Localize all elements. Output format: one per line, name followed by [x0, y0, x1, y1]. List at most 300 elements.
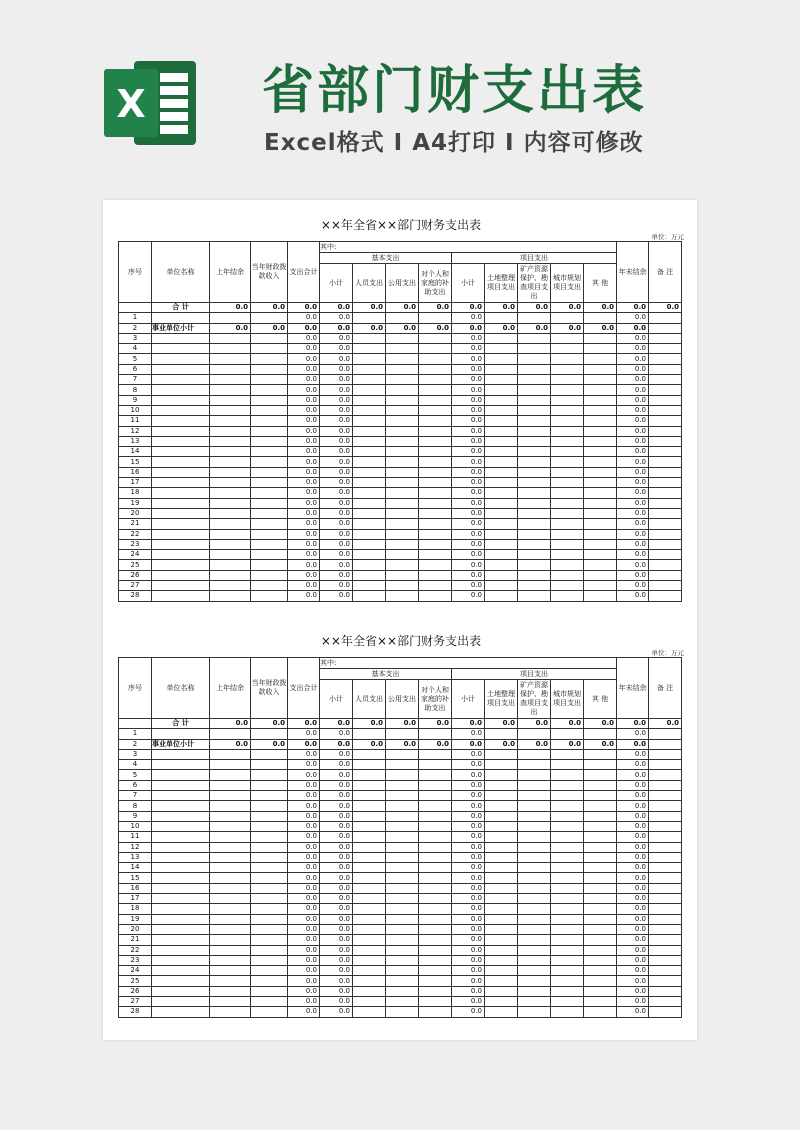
cell-unit-name[interactable]: [152, 519, 210, 529]
cell-value[interactable]: [251, 966, 288, 976]
cell-value[interactable]: [485, 550, 518, 560]
cell-remark[interactable]: [649, 832, 682, 842]
cell-value[interactable]: [353, 457, 386, 467]
cell-total-expense[interactable]: 0.0: [288, 529, 320, 539]
cell-seq[interactable]: 1: [119, 313, 152, 323]
cell-value[interactable]: [419, 364, 452, 374]
cell-value[interactable]: [386, 385, 419, 395]
cell-value[interactable]: [386, 354, 419, 364]
cell-seq[interactable]: 12: [119, 842, 152, 852]
header-other[interactable]: 其 他: [584, 680, 617, 719]
cell-project-subtotal[interactable]: 0.0: [452, 498, 485, 508]
cell-remark[interactable]: [649, 821, 682, 831]
cell-value[interactable]: [518, 498, 551, 508]
cell-year-end-balance[interactable]: 0.0: [617, 997, 649, 1007]
cell-value[interactable]: [251, 924, 288, 934]
cell-unit-name[interactable]: [152, 801, 210, 811]
cell-value[interactable]: [251, 729, 288, 739]
cell-seq[interactable]: 16: [119, 467, 152, 477]
cell-value[interactable]: [353, 354, 386, 364]
cell-project-subtotal[interactable]: 0.0: [452, 313, 485, 323]
cell-value[interactable]: [518, 760, 551, 770]
cell-value[interactable]: [518, 313, 551, 323]
cell-project-subtotal[interactable]: 0.0: [452, 426, 485, 436]
cell-value[interactable]: 0.0: [551, 719, 584, 729]
cell-value[interactable]: [386, 821, 419, 831]
cell-value[interactable]: [419, 997, 452, 1007]
cell-value[interactable]: 0.0: [617, 303, 649, 313]
cell-basic-subtotal[interactable]: 0.0: [320, 313, 353, 323]
cell-seq[interactable]: 24: [119, 550, 152, 560]
cell-year-end-balance[interactable]: 0.0: [617, 1007, 649, 1017]
cell-seq[interactable]: 11: [119, 832, 152, 842]
cell-value[interactable]: [551, 935, 584, 945]
cell-value[interactable]: [251, 811, 288, 821]
cell-value[interactable]: [353, 842, 386, 852]
cell-value[interactable]: [518, 801, 551, 811]
cell-value[interactable]: [551, 560, 584, 570]
cell-unit-name[interactable]: [152, 457, 210, 467]
cell-basic-subtotal[interactable]: 0.0: [320, 955, 353, 965]
cell-value[interactable]: [419, 791, 452, 801]
cell-value[interactable]: [485, 749, 518, 759]
cell-value[interactable]: 0.0: [251, 739, 288, 749]
cell-value[interactable]: [518, 467, 551, 477]
cell-value[interactable]: [584, 821, 617, 831]
header-land[interactable]: 土地整理项目支出: [485, 680, 518, 719]
cell-value[interactable]: [419, 344, 452, 354]
cell-value[interactable]: [551, 364, 584, 374]
cell-value[interactable]: 0.0: [320, 719, 353, 729]
cell-value[interactable]: [353, 749, 386, 759]
cell-basic-subtotal[interactable]: 0.0: [320, 447, 353, 457]
cell-value[interactable]: [485, 560, 518, 570]
cell-value[interactable]: [353, 1007, 386, 1017]
cell-remark[interactable]: [649, 863, 682, 873]
cell-value[interactable]: [518, 894, 551, 904]
cell-value[interactable]: [353, 914, 386, 924]
cell-value[interactable]: [210, 894, 251, 904]
cell-seq[interactable]: [119, 303, 152, 313]
cell-basic-subtotal[interactable]: 0.0: [320, 519, 353, 529]
cell-value[interactable]: [210, 457, 251, 467]
cell-value[interactable]: [518, 529, 551, 539]
cell-value[interactable]: [485, 529, 518, 539]
cell-value[interactable]: [485, 924, 518, 934]
cell-seq[interactable]: 12: [119, 426, 152, 436]
cell-value[interactable]: [518, 550, 551, 560]
cell-total-expense[interactable]: 0.0: [288, 883, 320, 893]
cell-value[interactable]: [584, 894, 617, 904]
cell-value[interactable]: [551, 986, 584, 996]
cell-unit-name[interactable]: [152, 976, 210, 986]
cell-remark[interactable]: [649, 935, 682, 945]
cell-value[interactable]: [210, 426, 251, 436]
cell-value[interactable]: [419, 863, 452, 873]
cell-value[interactable]: 0.0: [551, 323, 584, 333]
cell-seq[interactable]: 14: [119, 447, 152, 457]
cell-total-expense[interactable]: 0.0: [288, 539, 320, 549]
cell-value[interactable]: [518, 842, 551, 852]
cell-year-end-balance[interactable]: 0.0: [617, 539, 649, 549]
cell-value[interactable]: [353, 467, 386, 477]
cell-total-expense[interactable]: 0.0: [288, 416, 320, 426]
cell-year-end-balance[interactable]: 0.0: [617, 508, 649, 518]
cell-value[interactable]: [251, 914, 288, 924]
cell-seq[interactable]: 16: [119, 883, 152, 893]
cell-value[interactable]: [251, 344, 288, 354]
cell-value[interactable]: [419, 832, 452, 842]
cell-project-subtotal[interactable]: 0.0: [452, 842, 485, 852]
cell-value[interactable]: [386, 811, 419, 821]
cell-value[interactable]: [353, 966, 386, 976]
cell-project-subtotal[interactable]: 0.0: [452, 852, 485, 862]
cell-year-end-balance[interactable]: 0.0: [617, 333, 649, 343]
cell-value[interactable]: 0.0: [485, 739, 518, 749]
cell-basic-subtotal[interactable]: 0.0: [320, 375, 353, 385]
cell-value[interactable]: [210, 986, 251, 996]
cell-basic-subtotal[interactable]: 0.0: [320, 498, 353, 508]
cell-value[interactable]: [353, 591, 386, 601]
cell-value[interactable]: [551, 570, 584, 580]
cell-remark[interactable]: [649, 791, 682, 801]
cell-value[interactable]: [419, 498, 452, 508]
cell-total-expense[interactable]: 0.0: [288, 966, 320, 976]
cell-value[interactable]: [584, 447, 617, 457]
cell-value[interactable]: [386, 478, 419, 488]
cell-value[interactable]: [251, 581, 288, 591]
cell-value[interactable]: [251, 945, 288, 955]
cell-total-expense[interactable]: 0.0: [288, 729, 320, 739]
cell-total-expense[interactable]: 0.0: [288, 457, 320, 467]
cell-value[interactable]: [551, 966, 584, 976]
cell-seq[interactable]: 17: [119, 478, 152, 488]
cell-value[interactable]: [353, 894, 386, 904]
cell-value[interactable]: [386, 770, 419, 780]
header-year-end-balance[interactable]: 年末结余: [617, 658, 649, 719]
cell-total-expense[interactable]: 0.0: [288, 364, 320, 374]
cell-total-expense[interactable]: 0.0: [288, 842, 320, 852]
cell-total-expense[interactable]: 0.0: [288, 811, 320, 821]
cell-seq[interactable]: 18: [119, 904, 152, 914]
cell-value[interactable]: [551, 945, 584, 955]
cell-value[interactable]: [419, 550, 452, 560]
cell-value[interactable]: 0.0: [518, 739, 551, 749]
header-basic-subtotal[interactable]: 小计: [320, 264, 353, 303]
cell-value[interactable]: [551, 313, 584, 323]
cell-project-subtotal[interactable]: 0.0: [452, 811, 485, 821]
cell-value[interactable]: 0.0: [320, 739, 353, 749]
cell-value[interactable]: [386, 760, 419, 770]
cell-value[interactable]: 0.0: [551, 739, 584, 749]
cell-value[interactable]: [419, 760, 452, 770]
cell-value[interactable]: 0.0: [353, 739, 386, 749]
cell-seq[interactable]: 10: [119, 405, 152, 415]
cell-remark[interactable]: [649, 760, 682, 770]
cell-value[interactable]: [353, 780, 386, 790]
cell-value[interactable]: [353, 313, 386, 323]
cell-value[interactable]: [419, 986, 452, 996]
cell-project-subtotal[interactable]: 0.0: [452, 529, 485, 539]
cell-basic-subtotal[interactable]: 0.0: [320, 591, 353, 601]
cell-value[interactable]: [419, 904, 452, 914]
cell-value[interactable]: [584, 997, 617, 1007]
cell-value[interactable]: [386, 791, 419, 801]
cell-value[interactable]: [251, 447, 288, 457]
cell-value[interactable]: [584, 749, 617, 759]
cell-year-end-balance[interactable]: 0.0: [617, 811, 649, 821]
cell-basic-subtotal[interactable]: 0.0: [320, 821, 353, 831]
cell-value[interactable]: [353, 729, 386, 739]
cell-basic-subtotal[interactable]: 0.0: [320, 344, 353, 354]
cell-basic-subtotal[interactable]: 0.0: [320, 1007, 353, 1017]
cell-total-expense[interactable]: 0.0: [288, 894, 320, 904]
cell-unit-name[interactable]: [152, 770, 210, 780]
cell-value[interactable]: [518, 976, 551, 986]
cell-unit-name[interactable]: [152, 821, 210, 831]
cell-value[interactable]: [485, 966, 518, 976]
cell-value[interactable]: [485, 416, 518, 426]
cell-value[interactable]: [251, 426, 288, 436]
cell-value[interactable]: [485, 842, 518, 852]
cell-year-end-balance[interactable]: 0.0: [617, 457, 649, 467]
cell-basic-subtotal[interactable]: 0.0: [320, 488, 353, 498]
cell-unit-name[interactable]: [152, 863, 210, 873]
cell-value[interactable]: [251, 375, 288, 385]
cell-unit-name[interactable]: [152, 811, 210, 821]
cell-value[interactable]: [386, 883, 419, 893]
cell-value[interactable]: [419, 914, 452, 924]
cell-value[interactable]: [419, 591, 452, 601]
cell-value[interactable]: [210, 729, 251, 739]
cell-value[interactable]: [386, 519, 419, 529]
cell-value[interactable]: [210, 966, 251, 976]
cell-year-end-balance[interactable]: 0.0: [617, 405, 649, 415]
cell-value[interactable]: [419, 780, 452, 790]
cell-seq[interactable]: 20: [119, 924, 152, 934]
cell-value[interactable]: [551, 997, 584, 1007]
cell-value[interactable]: [251, 894, 288, 904]
cell-value[interactable]: [353, 416, 386, 426]
cell-value[interactable]: [386, 955, 419, 965]
cell-value[interactable]: [419, 416, 452, 426]
cell-value[interactable]: [551, 385, 584, 395]
cell-project-subtotal[interactable]: 0.0: [452, 976, 485, 986]
cell-value[interactable]: [386, 873, 419, 883]
cell-value[interactable]: [584, 467, 617, 477]
cell-unit-name[interactable]: [152, 488, 210, 498]
cell-value[interactable]: 0.0: [584, 303, 617, 313]
cell-value[interactable]: [386, 426, 419, 436]
cell-year-end-balance[interactable]: 0.0: [617, 385, 649, 395]
cell-project-subtotal[interactable]: 0.0: [452, 955, 485, 965]
cell-value[interactable]: [485, 821, 518, 831]
header-project-subtotal[interactable]: 小计: [452, 680, 485, 719]
cell-unit-name[interactable]: [152, 780, 210, 790]
cell-value[interactable]: 0.0: [518, 719, 551, 729]
cell-value[interactable]: [210, 1007, 251, 1017]
cell-total-expense[interactable]: 0.0: [288, 508, 320, 518]
cell-value[interactable]: [353, 488, 386, 498]
cell-value[interactable]: [551, 873, 584, 883]
cell-value[interactable]: [419, 894, 452, 904]
cell-project-subtotal[interactable]: 0.0: [452, 375, 485, 385]
cell-unit-name[interactable]: [152, 873, 210, 883]
cell-value[interactable]: [551, 760, 584, 770]
cell-value[interactable]: [353, 821, 386, 831]
cell-value[interactable]: [353, 935, 386, 945]
cell-remark[interactable]: [649, 924, 682, 934]
cell-value[interactable]: [584, 842, 617, 852]
cell-total-expense[interactable]: 0.0: [288, 581, 320, 591]
cell-value[interactable]: [518, 935, 551, 945]
cell-value[interactable]: [210, 760, 251, 770]
cell-value[interactable]: [353, 863, 386, 873]
cell-value[interactable]: [251, 539, 288, 549]
cell-year-end-balance[interactable]: 0.0: [617, 436, 649, 446]
cell-value[interactable]: [518, 344, 551, 354]
header-project-expense[interactable]: 项目支出: [452, 669, 617, 680]
cell-value[interactable]: [485, 945, 518, 955]
cell-year-end-balance[interactable]: 0.0: [617, 488, 649, 498]
cell-value[interactable]: [386, 904, 419, 914]
cell-project-subtotal[interactable]: 0.0: [452, 405, 485, 415]
cell-year-end-balance[interactable]: 0.0: [617, 780, 649, 790]
cell-total-expense[interactable]: 0.0: [288, 560, 320, 570]
cell-value[interactable]: [419, 519, 452, 529]
cell-value[interactable]: [485, 385, 518, 395]
cell-value[interactable]: [584, 976, 617, 986]
cell-value[interactable]: [419, 395, 452, 405]
cell-total-expense[interactable]: 0.0: [288, 478, 320, 488]
cell-unit-name[interactable]: [152, 945, 210, 955]
cell-value[interactable]: [551, 539, 584, 549]
cell-value[interactable]: [210, 842, 251, 852]
cell-remark[interactable]: [649, 976, 682, 986]
cell-basic-subtotal[interactable]: 0.0: [320, 966, 353, 976]
cell-total-expense[interactable]: 0.0: [288, 801, 320, 811]
cell-value[interactable]: [419, 478, 452, 488]
cell-unit-name[interactable]: [152, 914, 210, 924]
cell-total-expense[interactable]: 0.0: [288, 519, 320, 529]
cell-value[interactable]: [386, 344, 419, 354]
cell-year-end-balance[interactable]: 0.0: [617, 832, 649, 842]
cell-project-subtotal[interactable]: 0.0: [452, 570, 485, 580]
cell-project-subtotal[interactable]: 0.0: [452, 436, 485, 446]
cell-seq[interactable]: 21: [119, 935, 152, 945]
cell-value[interactable]: [386, 457, 419, 467]
cell-value[interactable]: [210, 945, 251, 955]
cell-value[interactable]: [210, 529, 251, 539]
cell-total-expense[interactable]: 0.0: [288, 354, 320, 364]
cell-remark[interactable]: [649, 375, 682, 385]
cell-unit-name[interactable]: [152, 385, 210, 395]
cell-seq[interactable]: 5: [119, 770, 152, 780]
cell-value[interactable]: [584, 760, 617, 770]
cell-value[interactable]: [353, 904, 386, 914]
cell-value[interactable]: [518, 863, 551, 873]
cell-value[interactable]: [485, 539, 518, 549]
cell-remark[interactable]: [649, 478, 682, 488]
cell-remark[interactable]: [649, 395, 682, 405]
cell-value[interactable]: [251, 457, 288, 467]
cell-seq[interactable]: 23: [119, 955, 152, 965]
cell-value[interactable]: [518, 364, 551, 374]
cell-value[interactable]: [386, 729, 419, 739]
cell-seq[interactable]: 9: [119, 395, 152, 405]
cell-value[interactable]: [584, 883, 617, 893]
header-remark[interactable]: 备 注: [649, 242, 682, 303]
cell-value[interactable]: [518, 780, 551, 790]
cell-value[interactable]: [518, 914, 551, 924]
cell-value[interactable]: [353, 883, 386, 893]
cell-value[interactable]: [419, 426, 452, 436]
cell-year-end-balance[interactable]: 0.0: [617, 550, 649, 560]
cell-year-end-balance[interactable]: 0.0: [617, 945, 649, 955]
cell-unit-name[interactable]: [152, 313, 210, 323]
cell-remark[interactable]: [649, 364, 682, 374]
cell-value[interactable]: [551, 581, 584, 591]
cell-value[interactable]: [485, 498, 518, 508]
header-current-fiscal-income[interactable]: 当年财政拨款收入: [251, 242, 288, 303]
cell-project-subtotal[interactable]: 0.0: [452, 457, 485, 467]
cell-value[interactable]: [485, 997, 518, 1007]
cell-value[interactable]: [386, 539, 419, 549]
cell-value[interactable]: [386, 467, 419, 477]
cell-seq[interactable]: 23: [119, 539, 152, 549]
cell-basic-subtotal[interactable]: 0.0: [320, 550, 353, 560]
cell-remark[interactable]: [649, 519, 682, 529]
cell-value[interactable]: [551, 832, 584, 842]
cell-basic-subtotal[interactable]: 0.0: [320, 904, 353, 914]
cell-value[interactable]: 0.0: [649, 303, 682, 313]
cell-project-subtotal[interactable]: 0.0: [452, 416, 485, 426]
cell-basic-subtotal[interactable]: 0.0: [320, 416, 353, 426]
cell-value[interactable]: [518, 395, 551, 405]
cell-value[interactable]: [518, 416, 551, 426]
cell-remark[interactable]: [649, 385, 682, 395]
cell-seq[interactable]: 19: [119, 498, 152, 508]
cell-value[interactable]: [518, 405, 551, 415]
cell-value[interactable]: [251, 749, 288, 759]
cell-remark[interactable]: [649, 894, 682, 904]
cell-seq[interactable]: 25: [119, 560, 152, 570]
cell-year-end-balance[interactable]: 0.0: [617, 760, 649, 770]
cell-seq[interactable]: 15: [119, 873, 152, 883]
header-basic-expense[interactable]: 基本支出: [320, 253, 452, 264]
cell-value[interactable]: [353, 447, 386, 457]
cell-value[interactable]: [386, 801, 419, 811]
cell-seq[interactable]: 6: [119, 780, 152, 790]
cell-remark[interactable]: [649, 529, 682, 539]
cell-project-subtotal[interactable]: 0.0: [452, 749, 485, 759]
cell-value[interactable]: [251, 760, 288, 770]
cell-remark[interactable]: [649, 426, 682, 436]
header-seq[interactable]: 序号: [119, 658, 152, 719]
cell-basic-subtotal[interactable]: 0.0: [320, 508, 353, 518]
cell-value[interactable]: [210, 770, 251, 780]
cell-value[interactable]: [485, 364, 518, 374]
cell-value[interactable]: [584, 852, 617, 862]
cell-value[interactable]: [251, 354, 288, 364]
cell-basic-subtotal[interactable]: 0.0: [320, 842, 353, 852]
cell-remark[interactable]: [649, 883, 682, 893]
cell-value[interactable]: [485, 976, 518, 986]
cell-value[interactable]: [584, 955, 617, 965]
cell-value[interactable]: [584, 354, 617, 364]
cell-project-subtotal[interactable]: 0.0: [452, 478, 485, 488]
cell-value[interactable]: 0.0: [251, 303, 288, 313]
